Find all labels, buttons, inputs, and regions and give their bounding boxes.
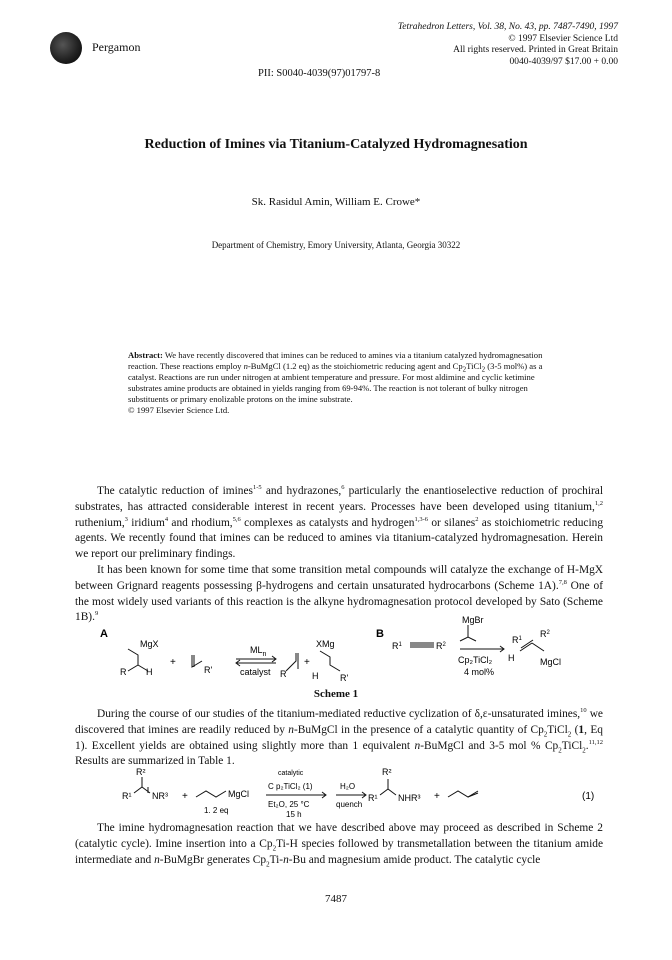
abstract-label: Abstract:: [128, 350, 163, 360]
scheme-r-product: R: [280, 669, 287, 679]
scheme-plus-1: +: [170, 657, 176, 668]
eq-product-r1: R¹: [368, 793, 378, 803]
eq-time: 15 h: [286, 810, 302, 819]
paragraph-discovery: During the course of our studies of the titanium-mediated reductive cyclization of δ,ε-unsaturated imines,$^{10}$ we discovered that imines are readily reduced by n-BuMgCl in the presence of a catalytic quantity of $Cp_2TiCl_2$ (1, Eq 1). Excellent yields are obtained using slightly more than 1 equivalent n-BuMgCl and 3-5 mol % $Cp_2TiCl_2.^{11,12}$ Results are summarized in Table 1.: [75, 707, 603, 768]
eq-catalyst: C p₂TiCl₂ (1): [268, 782, 313, 791]
scheme-cp2ticl2: Cp₂TiCl₂: [458, 655, 493, 665]
eq-plus: +: [182, 791, 188, 802]
scheme-mgbr: MgBr: [462, 615, 484, 625]
eq-r1: R¹: [122, 791, 132, 801]
eq-plus-2: +: [434, 791, 440, 802]
scheme-r2-right: $R^2$: [540, 629, 550, 639]
scheme-catalyst-ml: $ML_n$: [250, 645, 267, 658]
paragraph-intro: The catalytic reduction of imines$^{1-5}$ and hydrazones,$^6$ particularly the enantioselective reduction of prochiral substrates, has attracted considerable interest in recent years. Processes have been developed using titanium,$^{1,2}$ ruthenium,$^3$ iridium$^4$ and rhodium,$^{5,6}$ complexes as catalysts and hydrogen$^{1,3-6}$ or silanes$^2$ as stoichiometric reducing agents. We recently found that imines can be reduced to amines via titanium-catalyzed hydromagnesation. Herein we report our preliminary findings.: [75, 484, 604, 561]
eq-quench: quench: [336, 800, 363, 809]
publisher-name: Pergamon: [92, 40, 141, 54]
eq-mgcl: MgCl: [228, 789, 250, 799]
scheme-1-caption: Scheme 1: [313, 688, 359, 700]
paper-title: Reduction of Imines via Titanium-Catalyzed Hydromagnesation: [144, 137, 528, 152]
scheme-h: H: [146, 667, 153, 677]
scheme-r1-right: $R^1$: [512, 635, 522, 645]
scheme-r1-left: $R^1$: [392, 641, 402, 651]
scheme-h-right: H: [508, 653, 515, 663]
affiliation: Department of Chemistry, Emory University, Atlanta, Georgia 30322: [211, 240, 461, 250]
scheme-r-prime: R': [204, 665, 213, 675]
journal-copyright: © 1997 Elsevier Science Ltd: [508, 33, 618, 44]
pergamon-logo: [50, 32, 82, 64]
journal-citation: Tetrahedron Letters, Vol. 38, No. 43, pp. 7487-7490, 1997: [397, 22, 618, 32]
scheme-label-b: B: [376, 628, 384, 640]
scheme-r2-left: $R^2$: [436, 641, 446, 651]
scheme-r-prime-2: R': [340, 673, 349, 683]
eq-r2: R²: [136, 767, 146, 777]
scheme-mgcl: MgCl: [540, 657, 562, 667]
abstract-copyright: © 1997 Elsevier Science Ltd.: [128, 404, 230, 415]
equation-1: [100, 765, 610, 827]
scheme-h-2: H: [312, 671, 319, 681]
pii-identifier: PII: S0040-4039(97)01797-8: [258, 68, 381, 79]
abstract: Abstract: We have recently discovered that imines can be reduced to amines via a titanium catalyzed hydromagnesation reaction. These reactions employ n-BuMgCl (1.2 eq) as the stoichiometric reducing agent and $Cp_2TiCl_2$ (3-5 mol%) as a catalyst. Reactions are run under nitrogen at ambient temperature and pressure. For most aldimine and cyclic ketimine substrates amine products are obtained in yields ranging from 69-94%. The reaction is not tolerant of bulky nitrogen substituents or primary enolizable protons on the imine substrate. © 1997 Elsevier Science Ltd.: [128, 350, 568, 415]
scheme-1-figure: [100, 615, 610, 695]
eq-water: H₂O: [340, 782, 356, 791]
scheme-mgx: MgX: [140, 639, 159, 649]
scheme-label-a: A: [100, 628, 108, 640]
scheme-catalyst-label: catalyst: [240, 667, 271, 677]
paragraph-mechanism: The imine hydromagnesation reaction that we have described above may proceed as described in Scheme 2 (catalytic cycle). Imine insertion into a $Cp_2Ti-H$ species followed by transmetallation between the titanium amide intermediate and n-BuMgBr generates $Cp_2Ti-n-Bu$ and magnesium amide product. The catalytic cycle: [75, 822, 604, 868]
eq-number: (1): [582, 791, 595, 802]
paper-authors: Sk. Rasidul Amin, William E. Crowe*: [251, 196, 421, 208]
eq-nr3: NR³: [152, 791, 168, 801]
journal-price: 0040-4039/97 $17.00 + 0.00: [509, 56, 618, 67]
journal-info: [398, 22, 618, 68]
scheme-r: R: [120, 667, 127, 677]
journal-rights: All rights reserved. Printed in Great Britain: [453, 45, 618, 55]
page-number: 7487: [325, 893, 347, 905]
eq-equivalents: 1. 2 eq: [204, 806, 229, 815]
paragraph-background: It has been known for some time that some transition metal compounds will catalyze the exchange of H-MgX between Grignard reagents possessing β-hydrogens and certain unsaturated hydrocarbons (Scheme 1A).$^{7,8}$ One of the most widely used variants of this reaction is the alkyne hydromagnesation protocol developed by Sato (Scheme 1B).$^9$: [75, 564, 603, 624]
scheme-plus-2: +: [304, 657, 310, 668]
eq-product-r2: R²: [382, 767, 392, 777]
scheme-xmg: XMg: [316, 639, 335, 649]
scheme-mol: 4 mol%: [464, 667, 495, 677]
eq-conditions: Et₂O, 25 °C: [268, 800, 310, 809]
eq-nhr3: NHR³: [398, 793, 421, 803]
eq-catalytic: catalytic: [278, 770, 304, 777]
